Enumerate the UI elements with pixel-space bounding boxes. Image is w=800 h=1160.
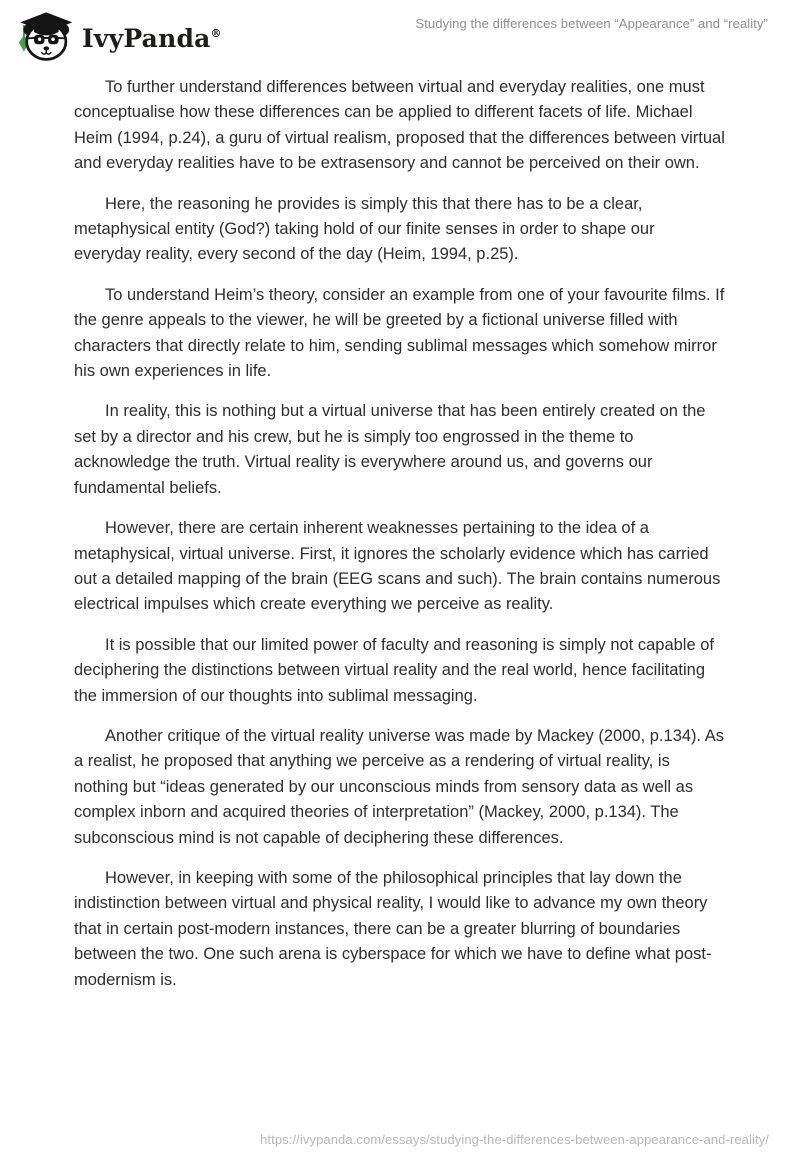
- essay-paragraph: Another critique of the virtual reality universe was made by Mackey (2000, p.134). As a realist, he proposed that anything we perceive as a rendering of virtual reality, is nothing but “ideas generated by our unconscious minds from sensory data as well as complex inborn and acquired theories of interpretation” (Mackey, 2000, p.134). The subconscious mind is not capable of deciphering these differences.: [74, 726, 725, 847]
- page-title: Studying the differences between “Appearance” and “reality”: [415, 16, 768, 31]
- page-header: [0, 0, 800, 62]
- essay-paragraph: To understand Heim’s theory, consider an example from one of your favourite films. If the genre appeals to the viewer, he will be greeted by a fictional universe filled with characters that directly relate to him, sending sublimal messages which somehow mirror his own experiences in life.: [74, 285, 725, 381]
- essay-paragraph: In reality, this is nothing but a virtual universe that has been entirely created on the set by a director and his crew, but he is simply too engrossed in the theme to acknowledge the truth. Virtual reality is everywhere around us, and governs our fundamental beliefs.: [74, 402, 706, 497]
- brand-wordmark: IvyPanda®: [82, 24, 222, 53]
- essay-body: [0, 62, 800, 993]
- source-url: https://ivypanda.com/essays/studying-the-differences-between-appearance-and-reality/: [260, 1132, 769, 1147]
- essay-paragraph: However, in keeping with some of the philosophical principles that lay down the indistinction between virtual and physical reality, I would like to advance my own theory that in certain post-modern instances, there can be a greater blurring of boundaries between the two. One such arena is cyberspace for which we have to define what post-modernism is.: [74, 868, 712, 989]
- ivypanda-brand: [13, 8, 222, 65]
- essay-paragraph: To further understand differences between virtual and everyday realities, one must conceptualise how these differences can be applied to different facets of life. Michael Heim (1994, p.24), a guru of virtual realism, proposed that the differences between virtual and everyday realities have to be extrasensory and cannot be perceived on their own.: [74, 78, 725, 173]
- panda-graduate-logo-icon: [13, 11, 75, 63]
- essay-paragraph: However, there are certain inherent weaknesses pertaining to the idea of a metaphysical, virtual universe. First, it ignores the scholarly evidence which has carried out a detailed mapping of the brain (EEG scans and such). The brain contains numerous electrical impulses which create everything we perceive as reality.: [74, 519, 721, 614]
- essay-paragraph: Here, the reasoning he provides is simply this that there has to be a clear, metaphysical entity (God?) taking hold of our finite senses in order to shape our everyday reality, every second of the day (Heim, 1994, p.25).: [74, 194, 655, 264]
- registered-trademark-symbol: ®: [210, 27, 222, 40]
- essay-paragraph: It is possible that our limited power of faculty and reasoning is simply not capable of deciphering the distinctions between virtual reality and the real world, hence facilitating the immersion of our thoughts into sublimal messaging.: [74, 635, 714, 705]
